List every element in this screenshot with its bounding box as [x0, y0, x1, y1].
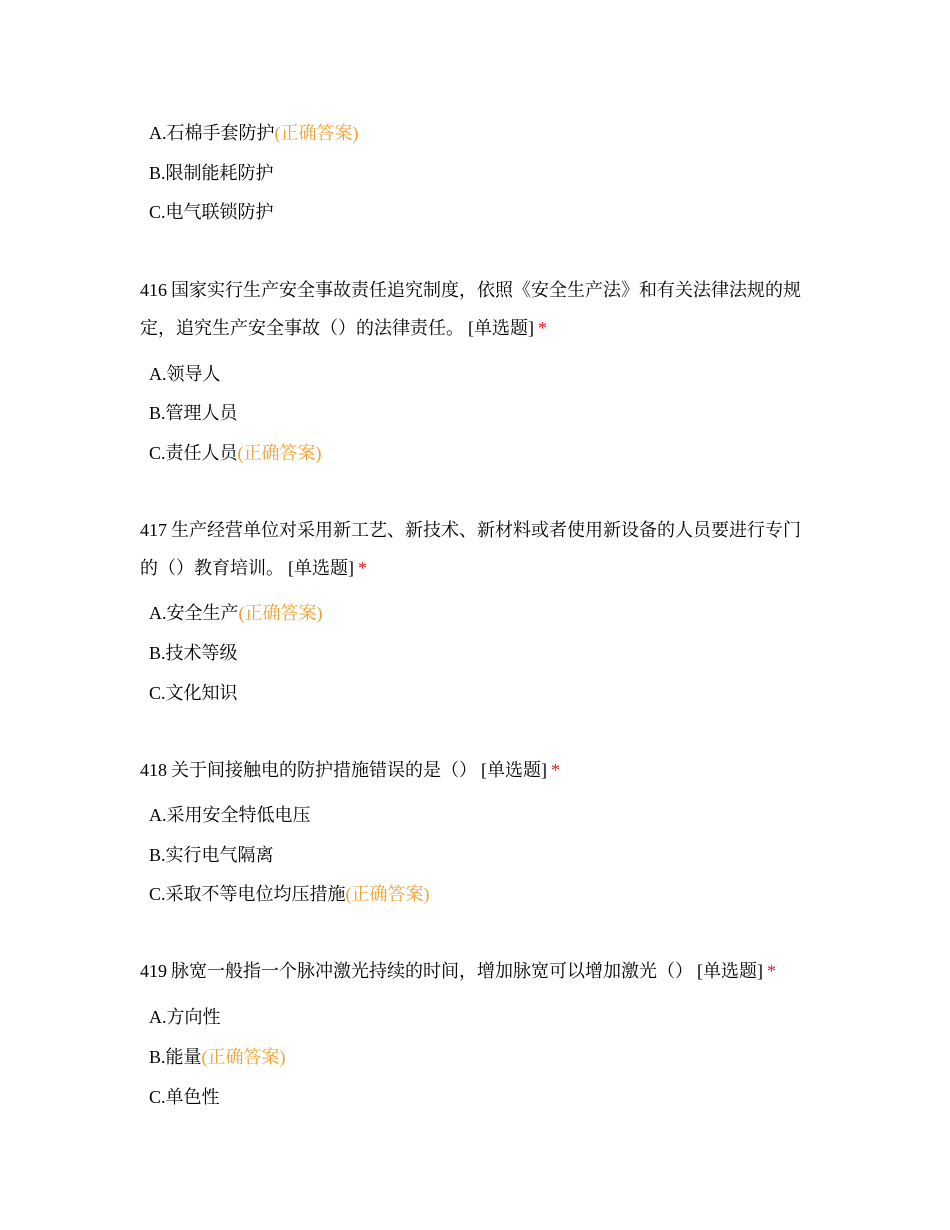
- required-mark: *: [551, 760, 560, 780]
- required-mark: *: [538, 318, 547, 338]
- question-block-416: [0, 271, 950, 347]
- question-number: 418: [140, 760, 167, 780]
- option-b: B.实行电气隔离: [149, 845, 274, 865]
- correct-answer-tag: (正确答案): [345, 884, 430, 904]
- option-a: A.石棉手套防护(正确答案): [149, 123, 359, 143]
- question-body: 关于间接触电的防护措施错误的是（）: [171, 760, 477, 780]
- required-mark: *: [358, 558, 367, 578]
- question-text: [140, 751, 812, 789]
- question-type: [单选题]: [468, 318, 534, 338]
- option-a: A.方向性: [149, 1007, 221, 1027]
- option-c: C.责任人员(正确答案): [149, 443, 322, 463]
- option-a: A.领导人: [149, 364, 221, 384]
- question-number: 419: [140, 961, 167, 981]
- question-number: 416: [140, 280, 167, 300]
- option-b: B.能量(正确答案): [149, 1047, 286, 1067]
- option-a: A.安全生产(正确答案): [149, 603, 323, 623]
- option-a: A.采用安全特低电压: [149, 805, 311, 825]
- option-c: C.采取不等电位均压措施(正确答案): [149, 884, 430, 904]
- option-b: B.技术等级: [149, 643, 238, 663]
- question-block-418: [0, 751, 950, 789]
- correct-answer-tag: (正确答案): [238, 603, 323, 623]
- question-body: 国家实行生产安全事故责任追究制度，依照《安全生产法》和有关法律法规的规定，追究生产安全事故（）的法律责任。: [140, 280, 801, 338]
- correct-answer-tag: (正确答案): [201, 1047, 286, 1067]
- question-type: [单选题]: [481, 760, 547, 780]
- correct-answer-tag: (正确答案): [274, 123, 359, 143]
- question-block-417: [0, 511, 950, 587]
- option-b: B.管理人员: [149, 403, 238, 423]
- option-c: C.电气联锁防护: [149, 202, 274, 222]
- question-body: 生产经营单位对采用新工艺、新技术、新材料或者使用新设备的人员要进行专门的（）教育培训。: [140, 520, 801, 578]
- option-b: B.限制能耗防护: [149, 163, 274, 183]
- question-body: 脉宽一般指一个脉冲激光持续的时间，增加脉宽可以增加激光（）: [171, 961, 693, 981]
- question-text: [140, 952, 840, 990]
- correct-answer-tag: (正确答案): [237, 443, 322, 463]
- question-text: [140, 271, 812, 347]
- question-block-419: [0, 952, 950, 990]
- question-type: [单选题]: [288, 558, 354, 578]
- required-mark: *: [767, 961, 776, 981]
- option-c: C.文化知识: [149, 683, 238, 703]
- option-c: C.单色性: [149, 1087, 220, 1107]
- question-type: [单选题]: [697, 961, 763, 981]
- question-number: 417: [140, 520, 167, 540]
- question-text: [140, 511, 812, 587]
